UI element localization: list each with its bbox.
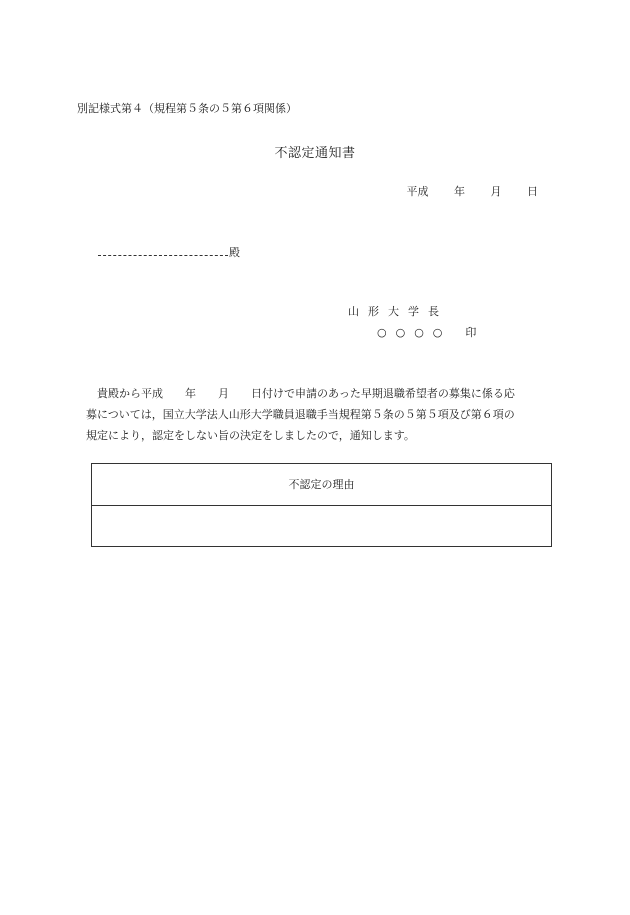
body-line-2: 募については，国立大学法人山形大学職員退職手当規程第５条の５第５項及び第６項の xyxy=(86,408,515,421)
body-line-1: 貴殿から平成 年 月 日付けで申請のあった早期退職希望者の募集に係る応 xyxy=(97,387,515,400)
reason-table xyxy=(91,463,552,547)
date-line xyxy=(407,183,539,199)
date-era: 平成 xyxy=(406,185,429,198)
issuer-name: ○○○○ xyxy=(377,326,452,339)
addressee xyxy=(98,243,240,260)
date-year: 年 xyxy=(454,185,465,198)
seal-mark: 印 xyxy=(465,326,477,339)
issuer-title: 山形大学長 xyxy=(348,305,448,318)
reason-table-header: 不認定の理由 xyxy=(92,464,551,506)
notice-body xyxy=(86,383,556,446)
issuer-name-line xyxy=(377,324,476,340)
date-day: 日 xyxy=(527,185,538,198)
addressee-name-blank xyxy=(98,243,228,256)
reason-table-body xyxy=(92,506,551,546)
date-month: 月 xyxy=(490,185,502,198)
addressee-honorific: 殿 xyxy=(229,246,240,259)
body-line-3: 規定により，認定をしない旨の決定をしましたので，通知します。 xyxy=(86,429,415,442)
form-reference: 別記様式第４（規程第５条の５第６項関係） xyxy=(77,102,297,115)
document-title: 不認定通知書 xyxy=(274,146,356,161)
